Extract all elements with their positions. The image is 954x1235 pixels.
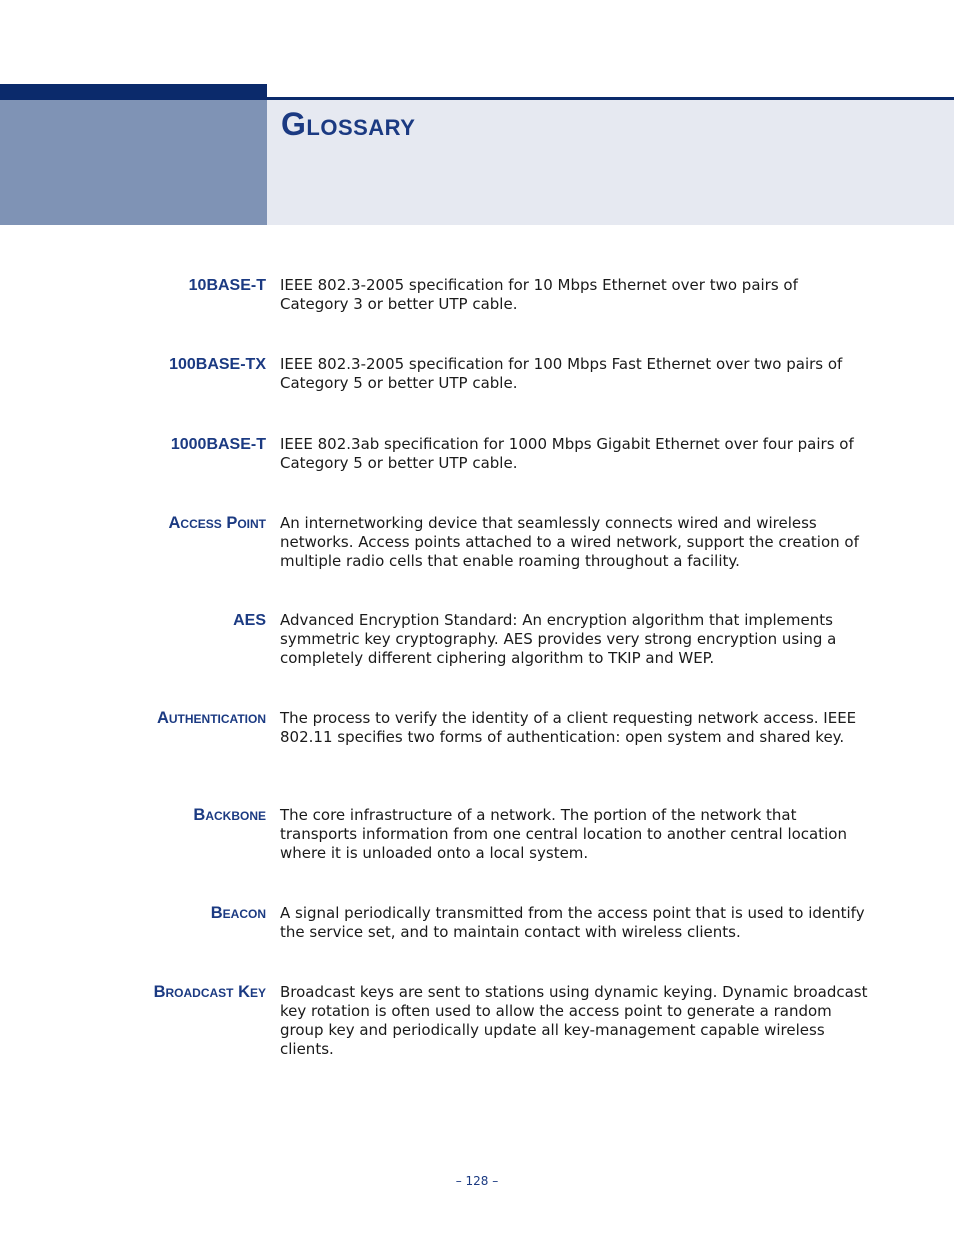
glossary-term: AES [233, 612, 266, 629]
glossary-definition: An internetworking device that seamlessly connects wired and wireless networks. Access points attached to a wired network, support the creation of multiple radio cells that enable roaming throughout a facility. [280, 514, 859, 570]
glossary-term: 10BASE-T [188, 277, 266, 294]
glossary-definition: The process to verify the identity of a client requesting network access. IEEE 802.11 specifies two forms of authentication: open system and shared key. [280, 709, 857, 746]
glossary-definition: IEEE 802.3-2005 specification for 10 Mbps Ethernet over two pairs of Category 3 or better UTP cable. [280, 276, 798, 313]
glossary-term: Broadcast Key [153, 983, 266, 1001]
glossary-term: 100BASE-TX [169, 356, 266, 373]
glossary-definition: IEEE 802.3-2005 specification for 100 Mbps Fast Ethernet over two pairs of Category 5 or better UTP cable. [280, 355, 843, 392]
glossary-definition: Advanced Encryption Standard: An encryption algorithm that implements symmetric key cryptography. AES provides very strong encryption using a completely different ciphering algorithm to TKIP and WEP. [280, 611, 837, 667]
page-number: – 128 – [455, 1174, 499, 1188]
header-left-block [0, 100, 267, 225]
header-dark-band [0, 84, 267, 100]
page-title: Glossary [281, 106, 416, 142]
glossary-definition: A signal periodically transmitted from the access point that is used to identify the service set, and to maintain contact with wireless clients. [280, 904, 865, 941]
glossary-term: Authentication [156, 709, 266, 727]
glossary-definition: Broadcast keys are sent to stations using dynamic keying. Dynamic broadcast key rotation is often used to allow the access point to generate a random group key and periodically update all key-management capable wireless clients. [280, 983, 868, 1058]
glossary-term: 1000BASE-T [170, 436, 266, 453]
glossary-term: Beacon [210, 904, 266, 922]
glossary-definition: The core infrastructure of a network. The portion of the network that transports information from one central location to another central location where it is unloaded onto a local system. [280, 806, 847, 862]
glossary-term: Access Point [168, 514, 266, 532]
glossary-term: Backbone [193, 806, 266, 824]
glossary-definition: IEEE 802.3ab specification for 1000 Mbps Gigabit Ethernet over four pairs of Category 5 or better UTP cable. [280, 435, 854, 472]
